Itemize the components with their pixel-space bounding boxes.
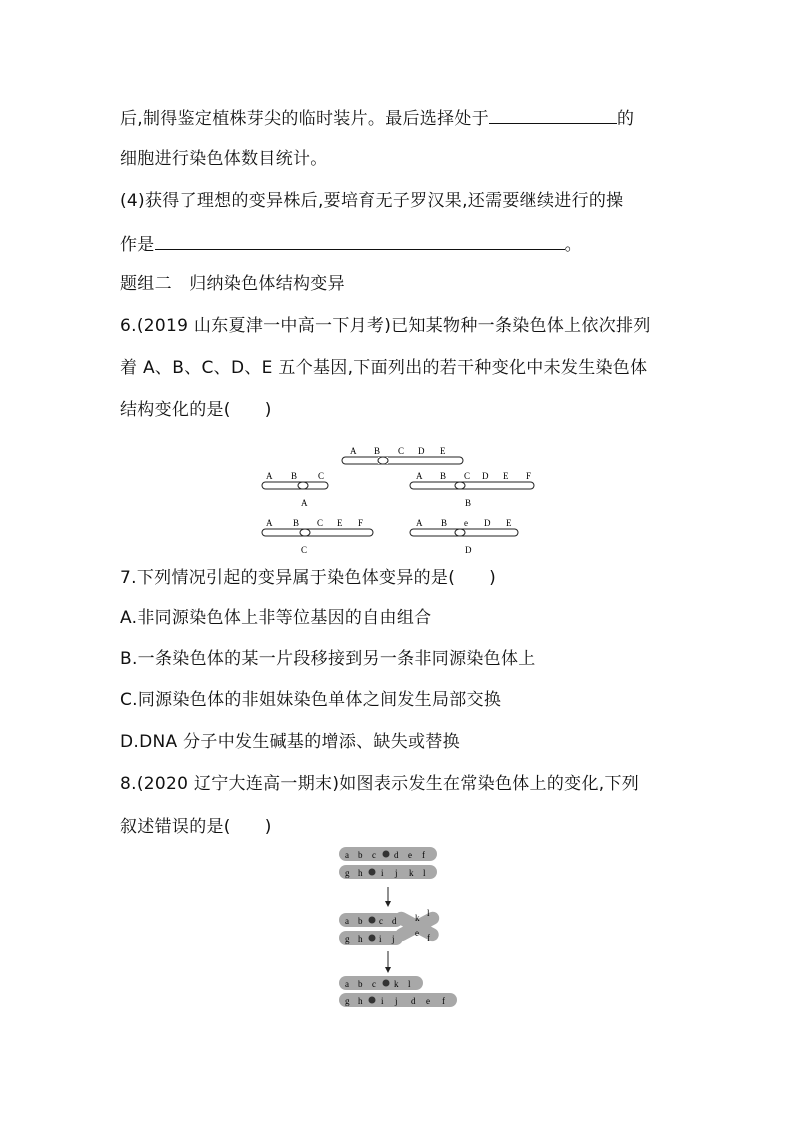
q3-line-1 [120, 105, 634, 131]
gene-label: k [394, 979, 399, 989]
gene-label: D [484, 518, 491, 528]
answer-blank-q3[interactable] [489, 105, 617, 124]
gene-label: e [426, 996, 430, 1006]
q6-stem-text: 结构变化的是( [120, 400, 231, 420]
gene-label: E [337, 518, 343, 528]
q3-line-1-text: 后,制得鉴定植株芽尖的临时装片。最后选择处于 [120, 109, 490, 129]
q4-line-2-after: 。 [564, 235, 582, 255]
gene-label: a [345, 850, 349, 860]
stage2-chromosomes [339, 908, 441, 945]
option-label: C [301, 545, 308, 555]
gene-label: i [381, 868, 384, 878]
gene-label: j [395, 868, 398, 878]
gene-label: j [392, 934, 395, 944]
q8-line-1: 8.(2020 辽宁大连高一期末)如图表示发生在常染色体上的变化,下列 [120, 774, 640, 794]
q7-option-d[interactable]: D.DNA 分子中发生碱基的增添、缺失或替换 [120, 732, 460, 752]
q8-line-2 [120, 815, 272, 839]
gene-label: e [408, 850, 412, 860]
gene-label: d [394, 850, 399, 860]
gene-label: g [345, 996, 350, 1006]
gene-label: A [266, 471, 273, 481]
centromere-icon [378, 457, 388, 464]
gene-label: e [415, 928, 419, 938]
option-label: D [465, 545, 472, 555]
q4-line-1: (4)获得了理想的变异株后,要培育无子罗汉果,还需要继续进行的操 [120, 191, 624, 211]
gene-label: d [411, 996, 416, 1006]
option-d-chromosome [410, 518, 518, 555]
gene-label: a [345, 979, 349, 989]
gene-label: b [358, 916, 363, 926]
gene-label: b [358, 850, 363, 860]
gene-label: C [464, 471, 471, 481]
q6-line-3 [120, 398, 272, 422]
q8-stem-close: ) [264, 817, 272, 837]
q3-line-2: 细胞进行染色体数目统计。 [120, 149, 328, 169]
q6-line-2: 着 A、B、C、D、E 五个基因,下面列出的若干种变化中未发生染色体 [120, 358, 648, 378]
gene-label: A [350, 446, 357, 456]
gene-label: g [345, 868, 350, 878]
q6-stem-close: ) [264, 400, 272, 420]
option-label: A [301, 498, 308, 508]
gene-label: B [441, 518, 448, 528]
gene-label: i [381, 996, 384, 1006]
q8-translocation-figure [335, 843, 465, 1008]
q3-line-1-after: 的 [617, 109, 635, 129]
gene-label: C [317, 518, 324, 528]
gene-label: h [358, 996, 363, 1006]
q6-chromosome-figure [255, 443, 545, 560]
answer-blank-q4[interactable] [155, 231, 565, 250]
centromere-icon [383, 980, 390, 987]
gene-label: C [318, 471, 325, 481]
section-title: 题组二 归纳染色体结构变异 [120, 274, 345, 294]
gene-label: B [374, 446, 381, 456]
gene-label: g [345, 934, 350, 944]
gene-label: E [440, 446, 446, 456]
q7-option-c[interactable]: C.同源染色体的非姐妹染色单体之间发生局部交换 [120, 690, 502, 710]
centromere-icon [369, 917, 376, 924]
centromere-icon [300, 529, 310, 536]
gene-label: E [506, 518, 512, 528]
centromere-icon [455, 529, 465, 536]
q8-stem-text: 叙述错误的是( [120, 817, 231, 837]
stage1-bottom-chromosome [339, 865, 437, 879]
gene-label: k [409, 868, 414, 878]
centromere-icon [369, 935, 376, 942]
gene-label: f [427, 933, 430, 943]
option-c-chromosome [262, 518, 373, 555]
gene-label: l [423, 868, 426, 878]
q4-line-2 [120, 231, 582, 257]
q7-option-b[interactable]: B.一条染色体的某一片段移接到另一条非同源染色体上 [120, 649, 536, 669]
gene-label: B [291, 471, 298, 481]
option-b-chromosome [410, 471, 534, 508]
gene-label: k [415, 913, 420, 923]
option-a-chromosome [262, 471, 328, 508]
gene-label: D [418, 446, 425, 456]
gene-label: A [416, 518, 423, 528]
gene-label: e [464, 518, 468, 528]
gene-label: c [379, 916, 383, 926]
gene-label: b [358, 979, 363, 989]
gene-label: i [379, 934, 382, 944]
gene-label: h [358, 868, 363, 878]
stage1-top-chromosome [339, 847, 437, 861]
centromere-icon [369, 997, 376, 1004]
down-arrow-icon [385, 951, 391, 973]
gene-label: F [526, 471, 532, 481]
q4-line-2-text: 作是 [120, 235, 155, 255]
gene-label: D [482, 471, 489, 481]
stage3-bottom-chromosome [339, 993, 457, 1007]
gene-label: A [266, 518, 273, 528]
q6-line-1: 6.(2019 山东夏津一中高一下月考)已知某物种一条染色体上依次排列 [120, 316, 651, 336]
gene-label: f [442, 996, 445, 1006]
gene-label: c [372, 850, 376, 860]
gene-label: h [358, 934, 363, 944]
q7-stem-close: ) [489, 568, 497, 588]
gene-label: a [345, 916, 349, 926]
gene-label: j [395, 996, 398, 1006]
original-chromosome [342, 446, 463, 464]
centromere-icon [298, 482, 308, 489]
gene-label: B [440, 471, 447, 481]
gene-label: F [358, 518, 364, 528]
gene-label: d [392, 916, 397, 926]
centromere-icon [383, 851, 390, 858]
centromere-icon [455, 482, 465, 489]
gene-label: B [293, 518, 300, 528]
gene-label: c [372, 979, 376, 989]
gene-label: E [503, 471, 509, 481]
down-arrow-icon [385, 887, 391, 907]
centromere-icon [369, 869, 376, 876]
q7-stem [120, 566, 496, 590]
q7-stem-text: 7.下列情况引起的变异属于染色体变异的是( [120, 568, 456, 588]
stage3-top-chromosome [339, 976, 423, 990]
gene-label: l [427, 908, 430, 918]
gene-label: C [398, 446, 405, 456]
q7-option-a[interactable]: A.非同源染色体上非等位基因的自由组合 [120, 608, 432, 628]
gene-label: f [422, 850, 425, 860]
option-label: B [465, 498, 472, 508]
gene-label: A [416, 471, 423, 481]
gene-label: l [408, 979, 411, 989]
